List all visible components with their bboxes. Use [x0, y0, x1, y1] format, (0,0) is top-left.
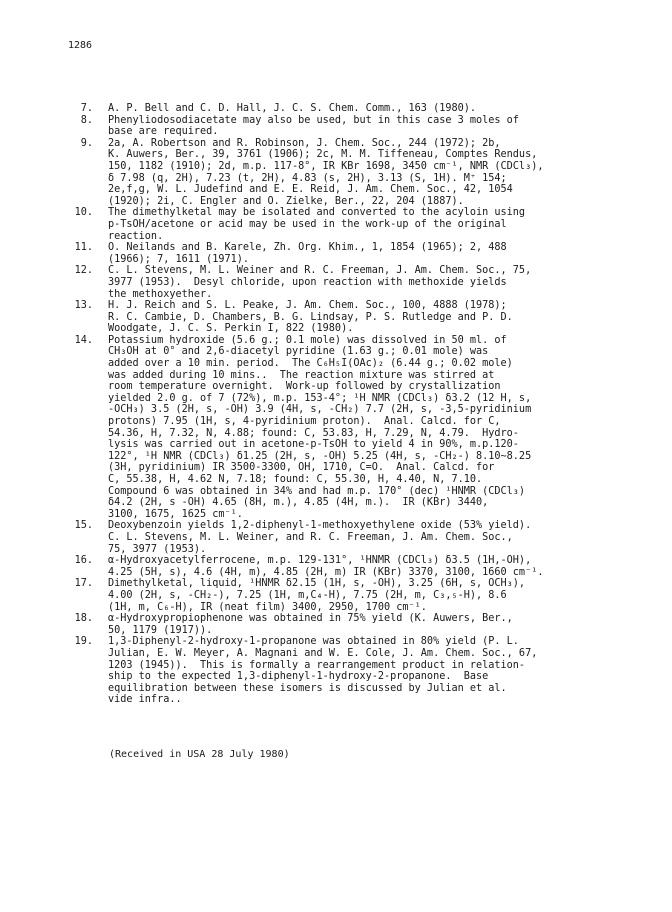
- received-date: (Received in USA 28 July 1980): [109, 749, 290, 760]
- note-text: Dimethylketal, liquid, ¹HNMR δ2.15 (1H, s, -OH), 3.25 (6H, s, OCH₃), 4.00 (2H, s, -CH₂-), 7.25 (1H, m,C₄-H), 7.75 (2H, m, C₃,₅-H), 8.6 (1H, m, C₆-H), IR (neat film) 3400, 2950, 1700 cm⁻¹.: [108, 578, 526, 613]
- note-7: [66, 103, 636, 115]
- note-text: O. Neilands and B. Karele, Zh. Org. Khim., 1, 1854 (1965); 2, 488 (1966); 7, 1611 (1971).: [108, 242, 507, 265]
- notes-list: [66, 103, 636, 706]
- note-10: [66, 207, 636, 242]
- note-text: Phenyliodosodiacetate may also be used, but in this case 3 moles of base are required.: [108, 114, 519, 138]
- note-text: 1,3-Diphenyl-2-hydroxy-1-propanone was obtained in 80% yield (P. L. Julian, E. W. Meyer, A. Magnani and W. E. Cole, J. Am. Chem. Soc., 67, 1203 (1945)). This is formally a rearrangement product in relation- ship to the expected 1,3-diphenyl-1-hydroxy-2-propanone. Base equilibration between these isomers is discussed by Julian et al. vide infra..: [108, 636, 538, 706]
- note-text: H. J. Reich and S. L. Peake, J. Am. Chem. Soc., 100, 4888 (1978); R. C. Cambie, D. Chambers, B. G. Lindsay, P. S. Rutledge and P. D. Woodgate, J. C. S. Perkin I, 822 (1980).: [108, 300, 513, 335]
- note-number: 8.: [80, 114, 93, 126]
- note-number: 18.: [74, 613, 93, 625]
- note-number: 17.: [74, 578, 93, 590]
- note-number: 11.: [74, 242, 93, 254]
- note-text: α-Hydroxypropiophenone was obtained in 75% yield (K. Auwers, Ber., 50, 1179 (1917)).: [108, 613, 513, 636]
- note-17: [66, 578, 636, 613]
- note-number: 14.: [74, 334, 93, 346]
- note-number: 10.: [74, 207, 93, 219]
- note-11: [66, 242, 636, 265]
- page-number: 1286: [68, 40, 93, 51]
- note-9: [66, 138, 636, 208]
- note-text: C. L. Stevens, M. L. Weiner and R. C. Freeman, J. Am. Chem. Soc., 75, 3977 (1953). Desyl chloride, upon reaction with methoxide yields the methoxyether.: [108, 265, 532, 300]
- note-12: [66, 265, 636, 300]
- note-8: [66, 115, 636, 138]
- note-number: 9.: [80, 137, 93, 149]
- note-number: 16.: [74, 555, 93, 567]
- note-16: [66, 555, 636, 578]
- note-number: 15.: [74, 520, 93, 532]
- note-number: 13.: [74, 300, 93, 312]
- note-number: 19.: [74, 636, 93, 648]
- note-text: 2a, A. Robertson and R. Robinson, J. Chem. Soc., 244 (1972); 2b, K. Auwers, Ber., 39, 3761 (1906); 2c, M. M. Tiffeneau, Comptes Rendus, 150, 1182 (1910); 2d, m.p. 117-8°, IR KBr 1698, 3450 cm⁻¹, NMR (CDCl₃), δ 7.98 (q, 2H), 7.23 (t, 2H), 4.83 (s, 2H), 3.13 (S, 1H). M⁺ 154; 2e,f,g, W. L. Judefind and E. E. Reid, J. Am. Chem. Soc., 42, 1054 (1920); 2i, C. Engler and O. Zielke, Ber., 22, 204 (1887).: [108, 137, 544, 207]
- note-text: Deoxybenzoin yields 1,2-diphenyl-1-methoxyethylene oxide (53% yield). C. L. Stevens, M. L. Weiner, and R. C. Freeman, J. Am. Chem. Soc., 75, 3977 (1953).: [108, 520, 532, 555]
- note-13: [66, 300, 636, 335]
- note-18: [66, 613, 636, 636]
- note-number: 12.: [74, 265, 93, 277]
- note-15: [66, 520, 636, 555]
- note-14: [66, 335, 636, 521]
- note-text: The dimethylketal may be isolated and converted to the acyloin using p-TsOH/acetone or acid may be used in the work-up of the original reaction.: [108, 207, 526, 242]
- note-19: [66, 636, 636, 706]
- note-text: α-Hydroxyacetylferrocene, m.p. 129-131°, ¹HNMR (CDCl₃) δ3.5 (1H,-OH), 4.25 (5H, s), 4.6 (4H, m), 4.85 (2H, m) IR (KBr) 3370, 3100, 1660 cm⁻¹.: [108, 555, 544, 578]
- note-text: A. P. Bell and C. D. Hall, J. C. S. Chem. Comm., 163 (1980).: [108, 103, 477, 114]
- note-text: Potassium hydroxide (5.6 g.; 0.1 mole) was dissolved in 50 ml. of CH₃OH at 0° and 2,6-diacetyl pyridine (1.63 g.; 0.01 mole) was added over a 10 min. period. The C₆H₅I(OAc)₂ (6.44 g.; 0.02 mole) was added during 10 mins.. The reaction mixture was stirred at room temperature overnight. Work-up followed by crystallization yielded 2.0 g. of 7 (72%), m.p. 153-4°; ¹H NMR (CDCl₃) δ3.2 (12 H, s, -OCH₃) 3.5 (2H, s, -OH) 3.9 (4H, s, -CH₂) 7.7 (2H, s, -3,5-pyridinium protons) 7.95 (1H, s, 4-pyridinium proton). Anal. Calcd. for C, 54.36, H, 7.32, N, 4.88; found: C, 53.83, H, 7.29, N, 4.79. Hydro- lysis was carried out in acetone-p-TsOH to yield 4 in 90%, m.p.120- 122°, ¹H NMR (CDCl₃) δ1.25 (2H, s, -OH) 5.25 (4H, s, -CH₂-) 8.10~8.25 (3H, pyridinium) IR 3500-3300, OH, 1710, C=O. Anal. Calcd. for C, 55.38, H, 4.62 N, 7.18; found: C, 55.30, H, 4.40, N, 7.10. Compound 6 was obtained in 34% and had m.p. 170° (dec) ¹HNMR (CDCl₃) δ4.2 (2H, s -OH) 4.65 (8H, m.), 4.85 (4H, m.). IR (KBr) 3440, 3100, 1675, 1625 cm⁻¹.: [108, 334, 532, 520]
- note-number: 7.: [80, 103, 93, 114]
